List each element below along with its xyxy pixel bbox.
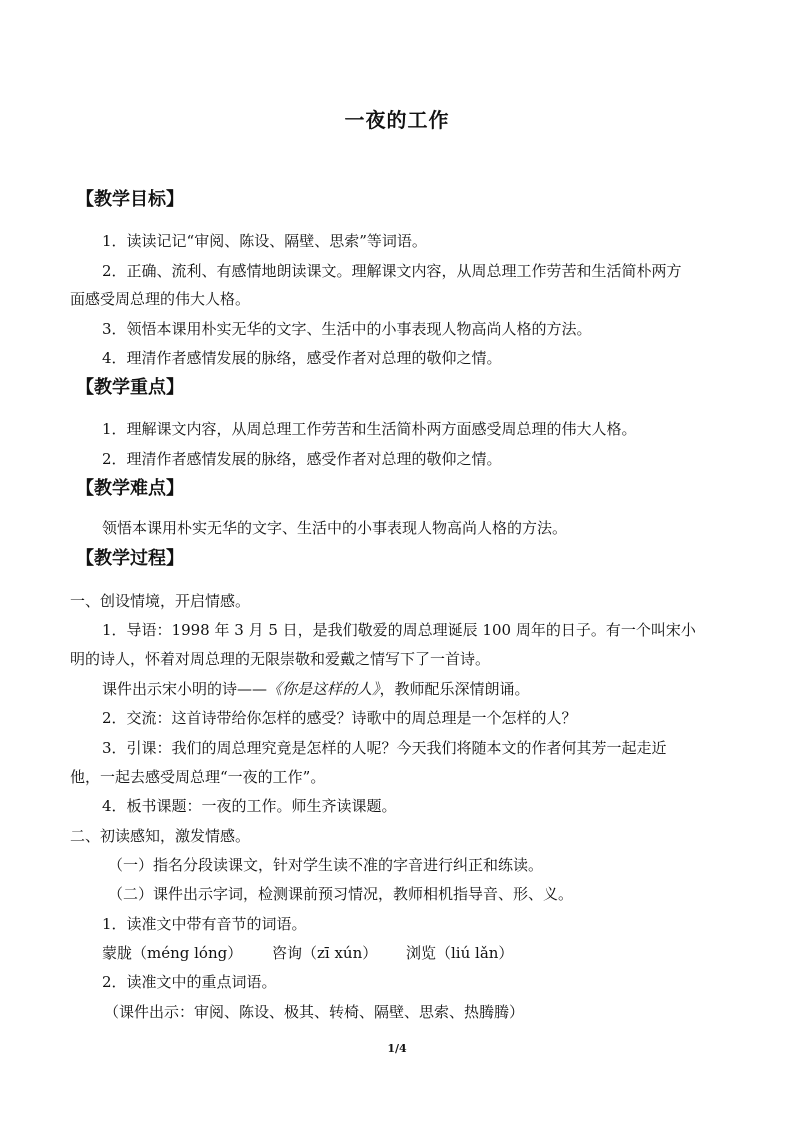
process-p1-poem-line	[102, 679, 530, 699]
key-point-item-2: 2．理清作者感情发展的脉络，感受作者对总理的敬仰之情。	[102, 450, 502, 468]
poem-suffix: ，教师配乐深情朗诵。	[379, 680, 530, 698]
goal-item-2: 2．正确、流利、有感情地朗读课文。理解课文内容，从周总理工作劳苦和生活简朴两方	[102, 262, 682, 280]
key-point-item-1: 1．理解课文内容，从周总理工作劳苦和生活简朴两方面感受周总理的伟大人格。	[102, 420, 637, 438]
process-p2-step-a: （一）指名分段读课文，针对学生读不准的字音进行纠正和练读。	[108, 856, 544, 874]
pinyin-item-1: 蒙胧（méng lóng）	[102, 944, 243, 962]
goal-item-2-cont: 面感受周总理的伟大人格。	[70, 290, 251, 308]
goal-item-4: 4．理清作者感情发展的脉络，感受作者对总理的敬仰之情。	[102, 349, 502, 367]
process-p2-item2: 2．读准文中的重点词语。	[102, 973, 277, 991]
section-heading-goals: 【教学目标】	[76, 189, 184, 210]
process-p1-item4: 4．板书课题：一夜的工作。师生齐读课题。	[102, 797, 397, 815]
process-p2-step-b: （二）课件出示字词，检测课前预习情况，教师相机指导音、形、义。	[108, 885, 574, 903]
goal-item-3: 3．领悟本课用朴实无华的文字、生活中的小事表现人物高尚人格的方法。	[102, 320, 592, 338]
page-number: 1/4	[387, 1042, 407, 1055]
section-heading-key-points: 【教学重点】	[76, 377, 184, 398]
process-p1-item3-line1: 3．引课：我们的周总理究竟是怎样的人呢？今天我们将随本文的作者何其芳一起走近	[102, 739, 667, 757]
process-p1-item3-line2: 他，一起去感受周总理“一夜的工作”。	[70, 768, 326, 786]
section-heading-process: 【教学过程】	[76, 548, 184, 569]
process-p2-words: （课件出示：审阅、陈设、极其、转椅、隔壁、思索、热腾腾）	[104, 1003, 525, 1021]
goal-item-1: 1．读读记记“审阅、陈设、隔壁、思索”等词语。	[102, 232, 427, 250]
difficulty-item-1: 领悟本课用朴实无华的文字、生活中的小事表现人物高尚人格的方法。	[102, 519, 568, 537]
page-title: 一夜的工作	[344, 108, 450, 132]
process-part2-title: 二、初读感知，激发情感。	[70, 827, 251, 845]
pinyin-item-3: 浏览（liú lǎn）	[406, 944, 514, 962]
pinyin-row	[102, 943, 513, 963]
process-p1-item1-line2: 明的诗人，怀着对周总理的无限崇敬和爱戴之情写下了一首诗。	[70, 650, 491, 668]
process-part1-title: 一、创设情境，开启情感。	[70, 592, 251, 610]
poem-prefix: 课件出示宋小明的诗——	[102, 680, 268, 698]
process-p1-item1-line1: 1．导语：1998 年 3 月 5 日，是我们敬爱的周总理诞辰 100 周年的日子。有一个叫宋小	[102, 621, 696, 639]
process-p1-item2: 2．交流：这首诗带给你怎样的感受？诗歌中的周总理是一个怎样的人？	[102, 709, 577, 727]
process-p2-item1: 1．读准文中带有音节的词语。	[102, 915, 307, 933]
section-heading-difficulties: 【教学难点】	[76, 478, 184, 499]
poem-title: 《你是这样的人》	[267, 680, 380, 698]
pinyin-item-2: 咨询（zī xún）	[272, 944, 378, 962]
